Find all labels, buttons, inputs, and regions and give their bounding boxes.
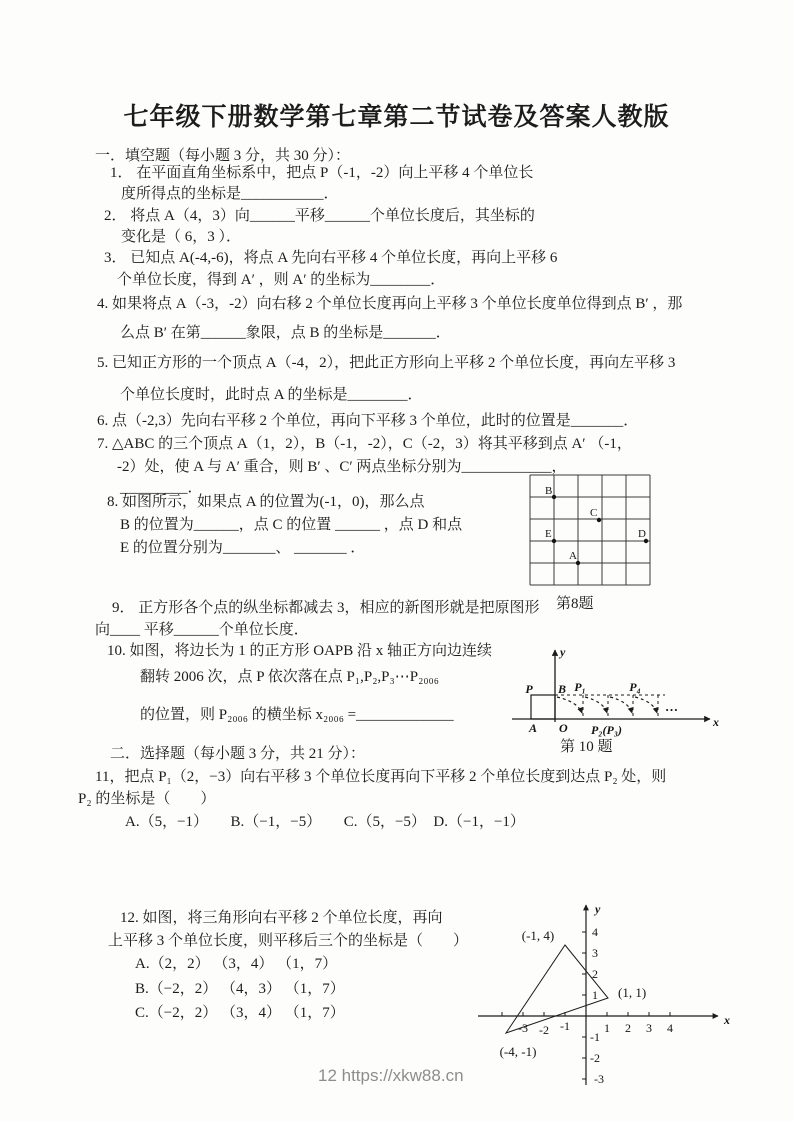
figure-8-grid-diagram [528, 470, 660, 592]
y-axis-label: y [595, 902, 601, 916]
x-tick: 4 [667, 1021, 673, 1035]
x-axis-label: x [724, 1013, 730, 1027]
q10-line-3: 的位置，则 P₂₀₀₆ 的横坐标 x₂₀₀₆ =_____________ [140, 707, 454, 723]
dashed-verticals [583, 695, 658, 718]
point-label-c: C [590, 507, 598, 519]
figure-8-caption: 第8题 [556, 596, 594, 612]
q7-line-2: -2）处，使 A 与 A′ 重合，则 B′ 、C′ 两点坐标分别为____________， [117, 459, 567, 475]
q2-line-2: 变化是（ 6，3 ）． [121, 229, 242, 245]
grid-points [552, 495, 648, 565]
q8-line-3: E 的位置分别为_______、 _______ ． [120, 540, 366, 556]
vertex-label-left: (-4, -1) [499, 1044, 537, 1059]
x-tick: 3 [646, 1021, 652, 1035]
q7-line-1: 7. △ABC 的三个顶点 A（1，2），B（-1，-2），C（-2，3）将其平移到点 A′ （-1， [97, 436, 632, 452]
ellipsis-label: … [665, 699, 678, 714]
figure-10-rolling-square-diagram [505, 640, 725, 740]
q12-line-1: 12. 如图，将三角形向右平移 2 个单位长度，再向 [120, 910, 443, 926]
q12-option-a: A.（2，2） （3，4） （1，7） [135, 956, 338, 972]
point-label-e: E [545, 528, 552, 540]
point-dot-b [552, 495, 556, 499]
y-tick: -1 [590, 1030, 600, 1044]
section-heading-choice: 二．选择题（每小题 3 分，共 21 分）： [110, 746, 366, 762]
q12-option-b: B.（−2，2） （4，3） （1，7） [135, 981, 345, 997]
landing-label-p1: P₁ [574, 680, 586, 694]
y-tick: 3 [592, 946, 598, 960]
point-label-b: B [545, 485, 553, 497]
y-tick: 4 [592, 925, 598, 939]
x-tick: 2 [625, 1021, 631, 1035]
x-tick: 1 [604, 1021, 610, 1035]
q2-line-1: 2． 将点 A（4，3）向______平移______个单位长度后，其坐标的 [104, 208, 535, 224]
q12-line-2: 上平移 3 个单位长度，则平移后三个的坐标是（ ） [108, 933, 469, 949]
x-tick: -2 [539, 1023, 549, 1037]
y-axis-label: y [560, 645, 566, 659]
q4-line-2: 么点 B′ 在第______象限，点 B 的坐标是_______． [120, 325, 451, 341]
vertex-label-p: P [525, 682, 533, 696]
figure-10-caption: 第 10 题 [560, 739, 613, 755]
q9-line-1: 9． 正方形各个点的纵坐标都减去 3，相应的新图形就是把原图形 [112, 600, 540, 616]
x-tick: -3 [518, 1021, 528, 1035]
point-dot-c [597, 518, 601, 522]
q12-option-c: C.（−2，2） （3，4） （1，7） [135, 1005, 345, 1021]
q1-line-1: 1． 在平面直角坐标系中，把点 P（-1，-2）向上平移 4 个单位长 [110, 165, 534, 181]
vertex-label-b: B [558, 682, 567, 696]
q11-options: A.（5，−1） B.（−1，−5） C.（5，−5） D.（−1，−1） [125, 814, 525, 830]
y-tick: 2 [592, 967, 598, 981]
q10-line-2: 翻转 2006 次，点 P 依次落在点 P₁,P₂,P₃⋯P₂₀₀₆ [140, 669, 440, 685]
origin-label: O [559, 721, 568, 735]
q8-line-2: B 的位置为______，点 C 的位置 ______ ，点 D 和点 [120, 517, 463, 533]
point-dot-e [552, 539, 556, 543]
footer-watermark: 12 https://xkw88.cn [318, 1066, 464, 1085]
q3-line-1: 3． 已知点 A(-4,-6)，将点 A 先向右平移 4 个单位长度，再向上平移 6 [104, 250, 558, 266]
landing-label-p4: P₄ [629, 680, 641, 694]
figure-12-triangle-diagram [468, 893, 738, 1098]
q5-line-2: 个单位长度时，此时点 A 的坐标是________． [120, 387, 423, 403]
q1-line-2: 度所得点的坐标是___________． [121, 186, 339, 202]
y-tick: -3 [594, 1072, 604, 1086]
square-oapb [531, 695, 555, 719]
landing-label-p2p3: P₂(P₃) [591, 723, 623, 737]
q5-line-1: 5. 已知正方形的一个顶点 A（-4，2），把此正方形向上平移 2 个单位长度，再向左平移 3 [97, 355, 676, 371]
q3-line-2: 个单位长度，得到 A′ ，则 A′ 的坐标为________． [117, 272, 446, 288]
y-tick: 1 [592, 988, 598, 1002]
q6-line-1: 6. 点（-2,3）先向右平移 2 个单位，再向下平移 3 个单位，此时的位置是_______． [97, 413, 639, 429]
vertex-label-right: (1, 1) [618, 985, 647, 1000]
point-label-a: A [569, 550, 577, 562]
roll-arcs [557, 697, 657, 713]
vertex-label-top: (-1, 4) [521, 928, 555, 943]
y-tick-labels [590, 925, 604, 1086]
q11-line-1: 11，把点 P₁（2，−3）向右平移 3 个单位长度再向下平移 2 个单位长度到达点 P₂ 处，则 [95, 769, 667, 785]
page-title: 七年级下册数学第七章第二节试卷及答案人教版 [123, 104, 670, 131]
x-tick: -1 [560, 1019, 570, 1033]
y-tick: -2 [590, 1051, 600, 1065]
q7-line-3: _________． [120, 480, 203, 496]
x-axis-label: x [713, 715, 719, 729]
q10-line-1: 10. 如图，将边长为 1 的正方形 OAPB 沿 x 轴正方向边连续 [107, 643, 493, 659]
q4-line-1: 4. 如果将点 A（-3，-2）向右移 2 个单位长度再向上平移 3 个单位长度单位得到点 B′ ，那 [97, 296, 683, 312]
q9-line-2: 向____ 平移______个单位长度． [95, 622, 309, 638]
point-label-d: D [638, 528, 646, 540]
q8-line-1: 8. 如图所示，如果点 A 的位置为(-1，0)，那么点 [107, 494, 425, 510]
vertex-label-a: A [528, 721, 538, 735]
q11-line-2: P₂ 的坐标是（ ） [78, 791, 216, 807]
section-heading-fill: 一．填空题（每小题 3 分，共 30 分）： [95, 148, 351, 164]
